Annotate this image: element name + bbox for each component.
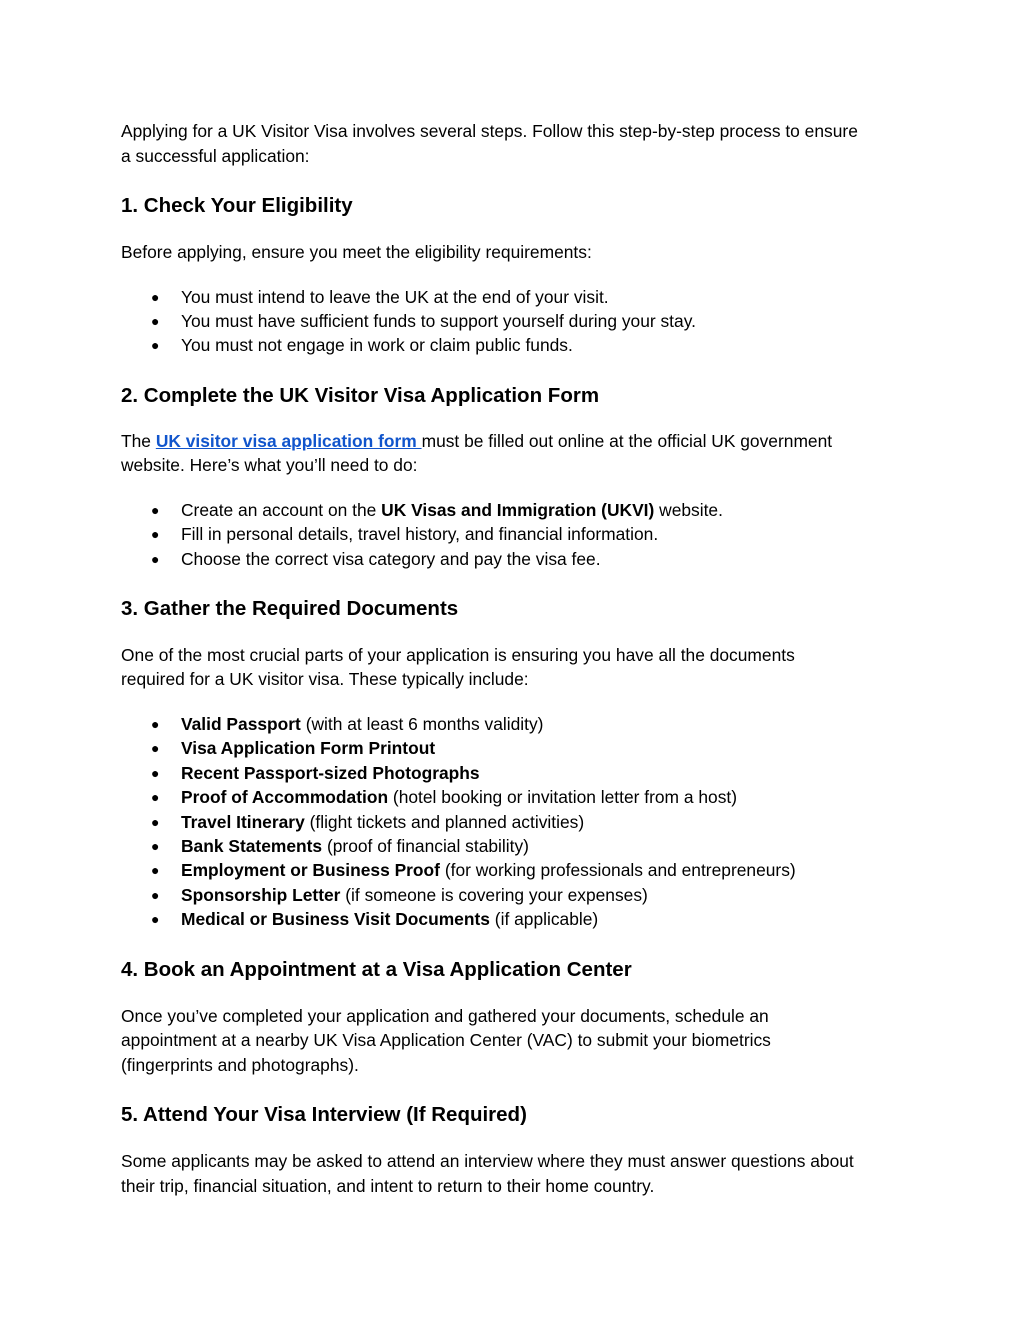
list-item: ● Medical or Business Visit Documents (if applicable) xyxy=(121,907,911,931)
bullet-icon: ● xyxy=(151,789,160,806)
bullet-icon: ● xyxy=(151,715,160,732)
section-4-paragraph: Once you’ve completed your application and gathered your documents, schedule an appointment at a nearby UK Visa Application Center (VAC) to submit your biometrics (fingerprints and photographs). xyxy=(121,1005,771,1075)
list-item: ● Recent Passport-sized Photographs xyxy=(121,761,911,785)
bullet-icon: ● xyxy=(151,764,160,781)
bullet-icon: ● xyxy=(151,526,160,543)
bullet-icon: ● xyxy=(151,837,160,854)
list-item: ● Choose the correct visa category and pay the visa fee. xyxy=(121,547,911,571)
eligibility-list xyxy=(121,285,911,358)
bullet-icon: ● xyxy=(151,862,160,879)
bullet-icon: ● xyxy=(151,501,160,518)
section-1-paragraph: Before applying, ensure you meet the eligibility requirements: xyxy=(121,242,592,262)
list-item: ● Proof of Accommodation (hotel booking or invitation letter from a host) xyxy=(121,785,911,809)
bullet-icon: ● xyxy=(151,288,160,305)
documents-list xyxy=(121,712,911,932)
list-item: ● Visa Application Form Printout xyxy=(121,736,911,760)
intro-paragraph xyxy=(121,119,911,168)
section-5-paragraph: Some applicants may be asked to attend an interview where they must answer questions about their trip, financial situation, and intent to return to their home country. xyxy=(121,1151,854,1196)
list-item: ● Employment or Business Proof (for working professionals and entrepreneurs) xyxy=(121,858,911,882)
section-3-heading: 3. Gather the Required Documents xyxy=(121,596,459,620)
section-2-paragraph: The UK visitor visa application form must be filled out online at the official UK government website. Here’s what you’ll need to do: xyxy=(121,430,833,476)
list-item: ● You must intend to leave the UK at the end of your visit. xyxy=(121,285,911,309)
section-3-paragraph: One of the most crucial parts of your application is ensuring you have all the documents required for a UK visitor visa. These typically include: xyxy=(121,644,795,690)
list-item: ● Valid Passport (with at least 6 months validity) xyxy=(121,712,911,736)
intro-line-2: a successful application: xyxy=(121,145,310,166)
list-item: ● Fill in personal details, travel history, and financial information. xyxy=(121,522,911,546)
list-item: ● You must not engage in work or claim public funds. xyxy=(121,333,911,357)
bullet-icon: ● xyxy=(151,550,160,567)
bullet-icon: ● xyxy=(151,312,160,329)
bullet-icon: ● xyxy=(151,911,160,928)
intro-line-1: Applying for a UK Visitor Visa involves several steps. Follow this step-by-step process to ensure xyxy=(121,121,858,141)
list-item: ● Create an account on the UK Visas and Immigration (UKVI) website. xyxy=(121,498,911,522)
list-item: ● Sponsorship Letter (if someone is covering your expenses) xyxy=(121,883,911,907)
bullet-icon: ● xyxy=(151,740,160,757)
section-1-heading: 1. Check Your Eligibility xyxy=(121,194,353,217)
list-item: ● You must have sufficient funds to support yourself during your stay. xyxy=(121,309,911,333)
section-4-heading: 4. Book an Appointment at a Visa Application Center xyxy=(121,957,632,981)
section-5-heading: 5. Attend Your Visa Interview (If Required) xyxy=(121,1103,527,1127)
bullet-icon: ● xyxy=(151,813,160,830)
list-item: ● Bank Statements (proof of financial stability) xyxy=(121,834,911,858)
application-steps-list xyxy=(121,498,911,571)
application-form-link[interactable]: UK visitor visa application form xyxy=(155,430,422,451)
document-page xyxy=(121,119,911,1198)
bullet-icon: ● xyxy=(151,337,160,354)
section-2-heading: 2. Complete the UK Visitor Visa Application Form xyxy=(121,383,600,407)
list-item: ● Travel Itinerary (flight tickets and planned activities) xyxy=(121,810,911,834)
bullet-icon: ● xyxy=(151,886,160,903)
